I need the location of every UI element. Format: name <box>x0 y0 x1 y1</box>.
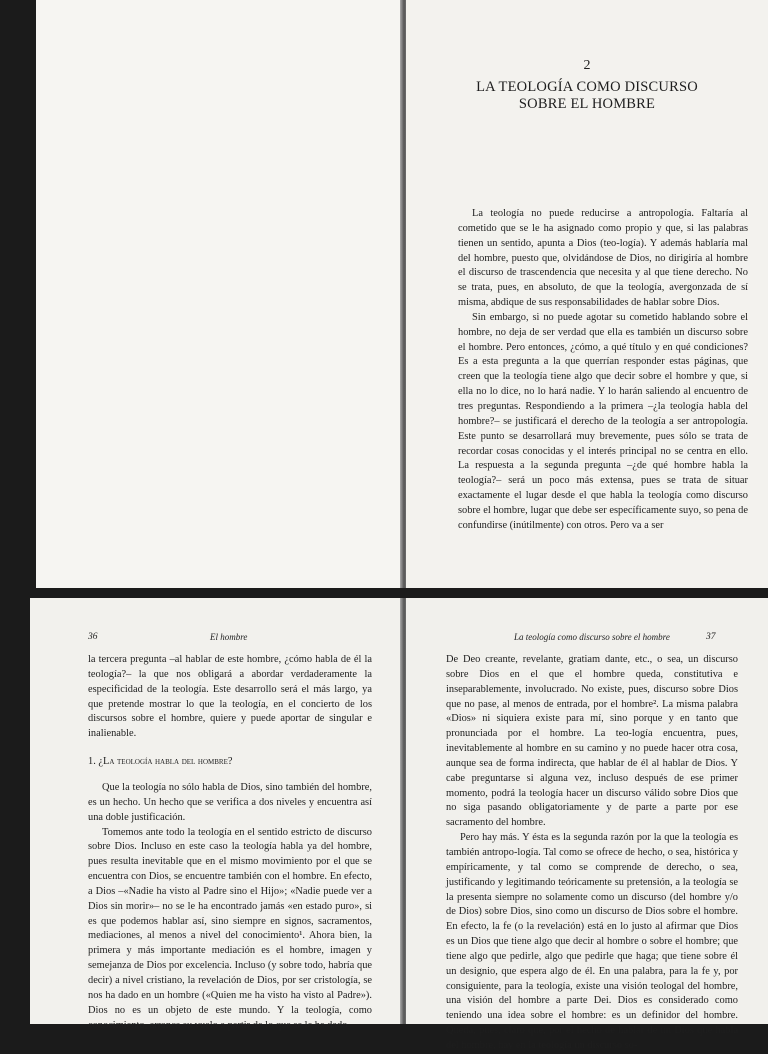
paragraph: Que la teología no sólo habla de Dios, sino también del hombre, es un hecho. Un hecho que se verifica a dos niveles y encuentra así una doble justificación. <box>88 782 372 823</box>
section-body <box>88 781 372 1033</box>
chapter-title-line-1: LA TEOLOGÍA COMO DISCURSO <box>476 79 698 95</box>
paragraph: La teología no puede reducirse a antropología. Faltaría al cometido que se le ha asignado como propio y que, si las palabras tienen un sentido, apunta a Dios (teo-logía). Y además hablaría mal del hombre, puesto que, olvidándose de Dios, no dirigiría al hombre el discurso de trascendencia que necesita y al que tiene derecho. No se trata, pues, en absoluto, de que la teología, avergonzada de sí misma, abdique de sus responsabilidades de hablar sobre Dios. <box>458 208 748 309</box>
page-36 <box>30 598 402 1031</box>
intro-text <box>88 653 372 742</box>
chapter-number: 2 <box>583 58 591 73</box>
chapter-body <box>458 207 748 534</box>
bottom-spread <box>0 598 768 1051</box>
paragraph: Sin embargo, si no puede agotar su cometido hablando sobre el hombre, no deja de ser verdad que ella es también un discurso sobre el hombre. Pero entonces, ¿cómo, a qué título y en qué condiciones? Es a esta pregunta a la que querrían responder estas páginas, que creen que la teología tiene algo que decir sobre el hombre y que, si ella no lo dice, no lo hará nadie. Y lo harán saliendo al encuentro de tres preguntas. Respondiendo a la primera –¿la teología habla del hombre?– se justificará el derecho de la teología a ser antropología. Este punto se desarrollará muy brevemente, pues sólo se trata de recordar cosas conocidas y el interés principal no se centra en ello. La respuesta a la segunda pregunta –¿de qué hombre habla la teología?– será un poco más extensa, pues se trata de situar exactamente el lugar desde el que habla la teología como discurso sobre el hombre, lugar que debe ser específicamente suyo, so pena de confundirse (inútilmente) con otros. Pero va a ser <box>458 311 748 531</box>
running-head: La teología como discurso sobre el hombre <box>514 632 670 642</box>
page-37 <box>406 598 768 1051</box>
paragraph: la tercera pregunta –al hablar de este hombre, ¿cómo habla de él la teología?– la que nos obligará a abordar verdaderamente la especificidad de la teología. Este desarrollo será el más largo, ya que pretende mostrar lo que la teología, en el concierto de los discursos sobre el hombre, quiere y puede aportar de singular e inalienable. <box>88 654 372 740</box>
paragraph: Pero hay más. Y ésta es la segunda razón por la que la teología es también antropo-logía. Tal como se ofrece de hecho, o sea, histórica y empíricamente, y tal como se comprende de derecho, o sea, justificando y legitimando teóricamente su pretensión, a la teología se la presenta siempre no solamente como un discurso (del hombre y/o de Dios) sobre Dios, sino como un discurso de Dios sobre el hombre. En efecto, la fe (o la revelación) está en lo justo al afirmar que Dios es un Dios que tiene algo que decir al hombre o sobre el hombre; que tiene algo que pedirle, algo que pedirle que haga; que tiene sobre él un designio, que espera algo de él. En una palabra, para la fe y, por consiguiente, para la teología, existe una visión teologal del hombre, una visión del hombre a parte Dei. Dios es considerado como teniendo una idea sobre el hombre: es un definidor del hombre. Queda, pues, claro que, por el hecho de hablar de un Dios que habla del hombre, hay en la teología un discurso so- <box>446 832 738 1051</box>
paragraph: Tomemos ante todo la teología en el sentido estricto de discurso sobre Dios. Incluso en este caso la teología habla ya del hombre, pues resulta inevitable que en el mismo movimiento por el que se encuentra con Dios, se encuentre también con el hombre. En efecto, a Dios –«Nadie ha visto al Padre sino el Hijo»; «Nadie puede ver a Dios sin morir»– no se le ha encontrado jamás «en estado puro», si es que podemos hablar así, sino siempre en signos, sacramentos, mediaciones, al menos a nivel del conocimiento¹. Ahora bien, la primera y más importante mediación es el hombre, imagen y semejanza de Dios por excelencia. Incluso (y sobre todo, habría que decir) a nivel cristiano, la revelación de Dios, por ser cristología, se nos ha dado en un hombre («Quien me ha visto ha visto al Padre»). Dios no es un objeto de este mundo. Y la teología, como conocimiento, arranca su vuelo a partir de lo que se le ha dado <box>88 826 372 1031</box>
chapter-opening-page <box>406 0 768 588</box>
page-number: 37 <box>706 632 716 642</box>
chapter-title <box>406 79 768 113</box>
running-head: El hombre <box>210 632 248 642</box>
chapter-title-line-2: SOBRE EL HOMBRE <box>518 96 656 112</box>
section-number: 1. <box>88 756 96 767</box>
section-title: ¿La teología habla del hombre? <box>98 756 233 767</box>
page-body <box>446 653 738 1054</box>
paragraph: De Deo creante, revelante, gratiam dante, etc., o sea, un discurso sobre Dios en el que el hombre queda, constitutiva e inseparablemente, involucrado. No existe, pues, discurso sobre Dios que no pase, al menos de entrada, por el hombre². La misma palabra «Dios» ni siquiera existe para mí, sino porque y en tanto que pronunciada por el hombre. La teo-logía encuentra, pues, inevitablemente al hombre en su camino y no puede hacer otra cosa, aunque sea de forma indirecta, que hablar de él al hablar de Dios. Y cabe preguntarse si alguna vez, incluso después de ese primer momento, podrá la teología hacer un discurso válido sobre Dios que no siga pasando obligatoriamente y de parte a parte por ese sacramento del hombre. <box>446 654 738 829</box>
page-number: 36 <box>88 632 98 642</box>
section-heading <box>88 756 372 767</box>
blank-page <box>36 0 400 588</box>
